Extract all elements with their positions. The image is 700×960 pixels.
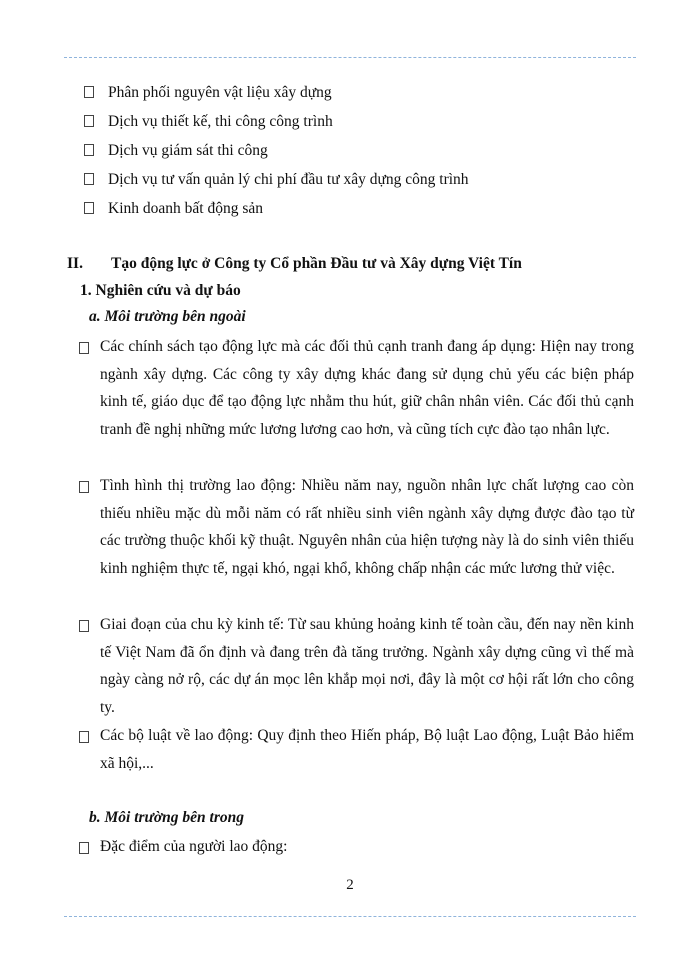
list-item [84,199,263,219]
subsection-heading: 1. Nghiên cứu và dự báo [80,282,241,299]
paragraph-text: Các bộ luật về lao động: Quy định theo Hiến pháp, Bộ luật Lao động, Luật Bảo hiểm xã hội,... [100,727,634,772]
list-item [84,83,332,103]
list-item [84,112,333,132]
paragraph [100,333,634,444]
paragraph [100,722,634,777]
bullet-box-icon [84,202,94,214]
paragraph [100,611,634,722]
bullet-box-icon [79,342,89,354]
paragraph [100,833,634,861]
bullet-box-icon [79,481,89,493]
bullet-box-icon [84,115,94,127]
paragraph [100,472,634,583]
list-item-text: Kinh doanh bất động sản [108,200,263,217]
page-number: 2 [346,877,354,893]
paragraph-text: Giai đoạn của chu kỳ kinh tế: Từ sau khủng hoảng kinh tế toàn cầu, đến nay nền kinh tế Việt Nam đã ổn định và đang trên đà tăng trưởng. Ngành xây dựng cũng vì thế mà ngày càng nở rộ, các dự án mọc lên khắp mọi nơi, đây là một cơ hội rất lớn cho công ty. [100,616,634,717]
list-item-text: Dịch vụ giám sát thi công [108,142,268,159]
external-environment-heading: a. Môi trường bên ngoài [89,308,246,325]
bullet-box-icon [84,144,94,156]
bullet-box-icon [84,173,94,185]
section-number: II. [67,255,83,272]
list-item [84,141,268,161]
section-heading [67,255,522,273]
internal-environment-heading: b. Môi trường bên trong [89,809,244,826]
bullet-box-icon [79,842,89,854]
list-item-text: Phân phối nguyên vật liệu xây dựng [108,84,332,101]
section-title: Tạo động lực ở Công ty Cổ phần Đầu tư và Xây dựng Việt Tín [111,255,522,272]
bullet-box-icon [79,731,89,743]
paragraph-text: Tình hình thị trường lao động: Nhiều năm nay, nguồn nhân lực chất lượng cao còn thiếu nhiều mặc dù mỗi năm có rất nhiều sinh viên ngành xây dựng được đào tạo từ các trường thuộc khối kỹ thuật. Nguyên nhân của hiện tượng này là do sinh viên thiếu kinh nghiệm thực tế, ngại khó, ngại khổ, không chấp nhận các mức lương thử việc. [100,477,634,578]
paragraph-text: Các chính sách tạo động lực mà các đối thủ cạnh tranh đang áp dụng: Hiện nay trong ngành xây dựng. Các công ty xây dựng khác đang sử dụng chủ yếu các biện pháp kinh tế, giáo dục để tạo động lực nhằm thu hút, giữ chân nhân viên. Các đối thủ cạnh tranh đề nghị những mức lương lương cao hơn, và cũng tích cực đào tạo nhân lực. [100,338,634,439]
list-item-text: Dịch vụ thiết kế, thi công công trình [108,113,333,130]
list-item [84,170,469,190]
bullet-box-icon [84,86,94,98]
list-item-text: Dịch vụ tư vấn quản lý chi phí đầu tư xây dựng công trình [108,171,469,188]
footer-rule [64,916,636,917]
header-rule [64,57,636,58]
paragraph-text: Đặc điểm của người lao động: [100,838,288,855]
bullet-box-icon [79,620,89,632]
